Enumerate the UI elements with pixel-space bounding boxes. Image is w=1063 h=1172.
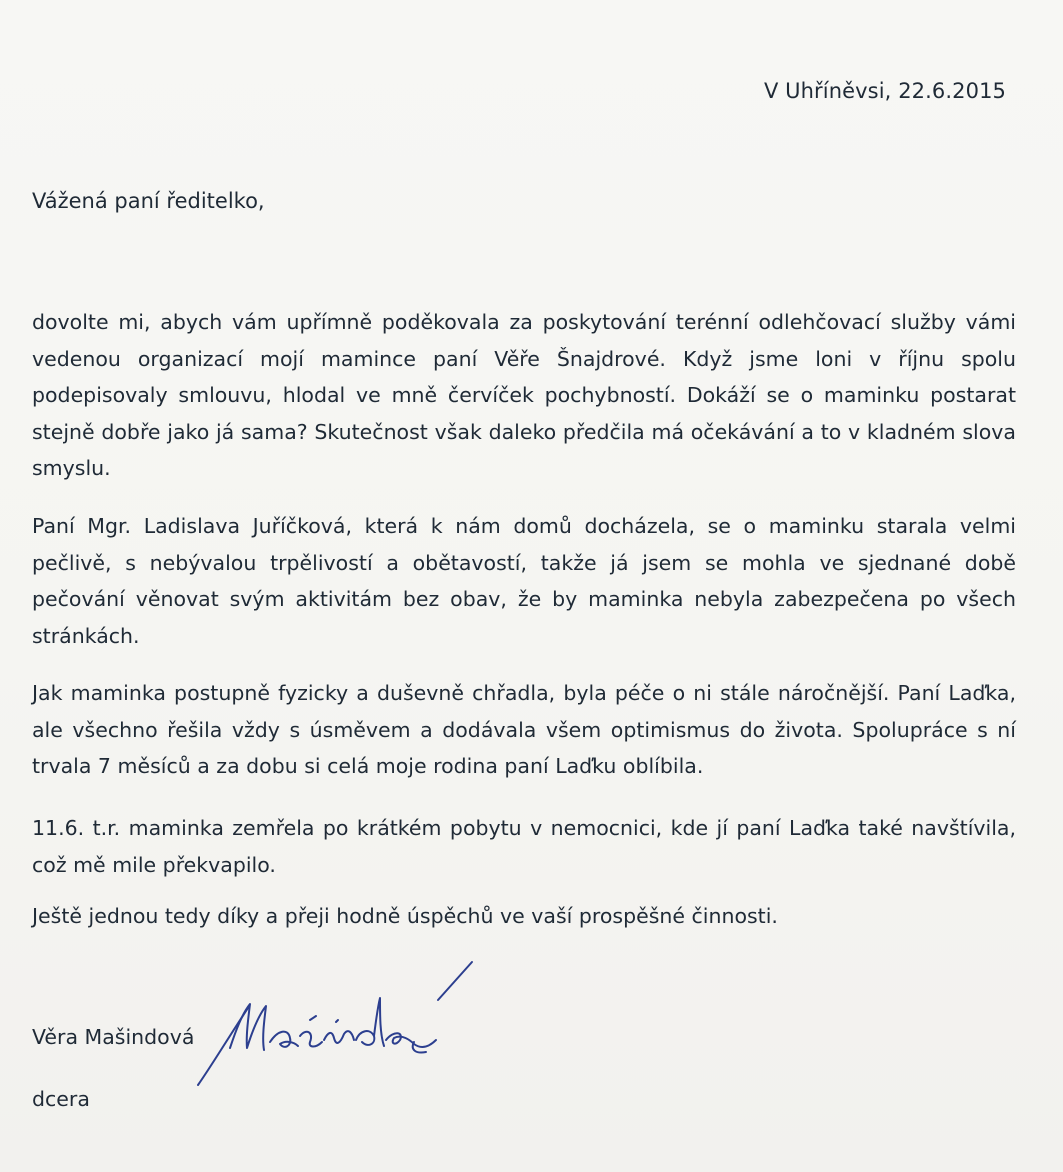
paragraph-thanks: dovolte mi, abych vám upřímně poděkovala za poskytování terénní odlehčovací služby vámi vedenou organizací mojí mamince paní Věře Šnajdrové. Když jsme loni v říjnu spolu podepisovaly smlouvu, hlodal ve mně červíček pochybností. Dokáží se o maminku postarat stejně dobře jako já sama? Skutečnost však daleko předčila má očekávání a to v kladném slova smyslu. bbox=[32, 310, 1016, 480]
signer-role: dcera bbox=[32, 1087, 90, 1111]
paragraph-closing: Ještě jednou tedy díky a přeji hodně úspěchů ve vaší prospěšné činnosti. bbox=[32, 904, 778, 928]
paragraph-passing: 11.6. t.r. maminka zemřela po krátkém pobytu v nemocnici, kde jí paní Laďka také navštívila, což mě mile překvapilo. bbox=[32, 816, 1016, 877]
signature-d-stroke bbox=[356, 998, 384, 1046]
signature-loop-stroke bbox=[270, 1032, 298, 1047]
signature-tail-stroke bbox=[386, 1033, 436, 1047]
handwritten-signature bbox=[190, 950, 490, 1090]
paragraph-caregiver: Paní Mgr. Ladislava Juříčková, která k nám domů docházela, se o maminku starala velmi pečlivě, s nebývalou trpělivostí a obětavostí, takže já jsem se mohla ve sjednané době pečování věnovat svým aktivitám bez obav, že by maminka nebyla zabezpečena po všech stránkách. bbox=[32, 514, 1016, 648]
letter-date: V Uhříněvsi, 22.6.2015 bbox=[763, 79, 1006, 103]
signature-hacek-stroke bbox=[310, 1016, 316, 1020]
signature-s-stroke bbox=[300, 1032, 322, 1047]
signature-flick-stroke bbox=[438, 962, 472, 1000]
paragraph-care-progress: Jak maminka postupně fyzicky a duševně chřadla, byla péče o ni stále náročnější. Paní Laďka, ale všechno řešila vždy s úsměvem a dodávala všem optimismus do života. Spolupráce s ní trvala 7 měsíců a za dobu si celá moje rodina paní Laďku oblíbila. bbox=[32, 681, 1016, 778]
signature-dot-stroke bbox=[336, 1020, 338, 1022]
signature-n-stroke bbox=[324, 1031, 354, 1043]
signer-name: Věra Mašindová bbox=[32, 1025, 195, 1049]
salutation: Vážená paní ředitelko, bbox=[32, 189, 265, 213]
